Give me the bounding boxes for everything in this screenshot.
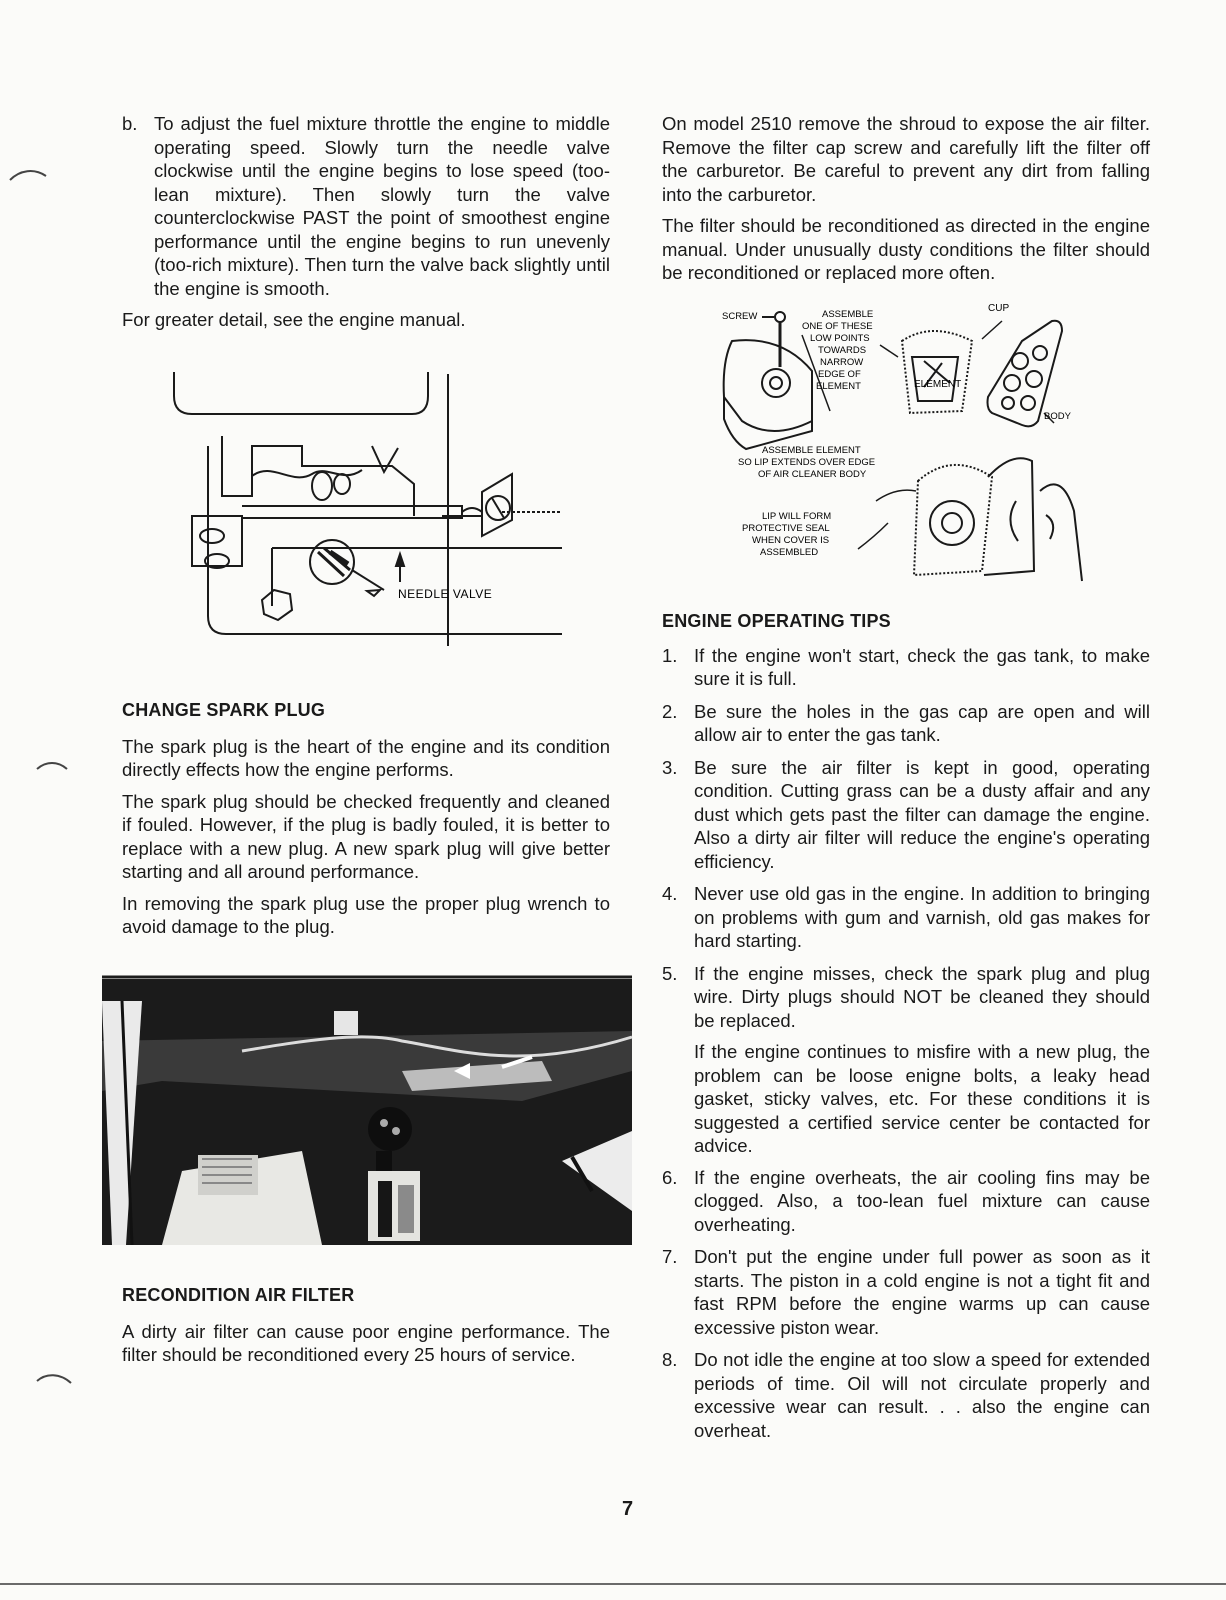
tip-number: 8. (662, 1349, 678, 1370)
tip-number: 6. (662, 1166, 678, 1188)
tip-item (662, 756, 1150, 874)
assemble-label-line-7: ELEMENT (816, 380, 861, 392)
tip-number: 2. (662, 700, 678, 722)
carburetor-diagram (122, 366, 610, 656)
body-label: BODY (1044, 410, 1071, 422)
assemble-label-line-4: TOWARDS (818, 344, 867, 356)
tip-item (662, 1348, 1150, 1442)
tip-text: Be sure the air filter is kept in good, operating condition. Cutting grass can be a dusty affair and any dust which gets past the filter can damage the engine. Also a dirty air filter will reduce the engine's operating efficiency. (694, 756, 1150, 872)
margin-mark-bottom (34, 1367, 74, 1391)
element-label: ELEMENT (914, 378, 962, 390)
instruction-item-b (122, 112, 610, 300)
tip-number: 3. (662, 756, 678, 778)
tip-text: If the engine misses, check the spark plug and plug wire. Dirty plugs should NOT be cleaned they should be replaced. (694, 962, 1150, 1031)
tip-text: Be sure the holes in the gas cap are open and will allow air to enter the gas tank. (694, 700, 1150, 745)
filter-recondition-paragraph: The filter should be reconditioned as directed in the engine manual. Under unusually dusty conditions the filter should be reconditioned or replaced more often. (662, 215, 1150, 283)
tip-text: If the engine won't start, check the gas tank, to make sure it is full. (694, 644, 1150, 689)
margin-mark-middle (34, 755, 70, 779)
assemble-label-line-1: ASSEMBLE (822, 308, 874, 320)
tip-text: If the engine overheats, the air cooling fins may be clogged. Also, a too-lean fuel mixture can cause overheating. (694, 1166, 1150, 1235)
engine-operating-tips-heading: ENGINE OPERATING TIPS (662, 610, 891, 631)
lip-label-line-2: SO LIP EXTENDS OVER EDGE (738, 456, 876, 468)
assemble-label-line-3: LOW POINTS (810, 332, 870, 344)
assemble-label-line-6: EDGE OF (818, 368, 861, 380)
tip-item (662, 1245, 1150, 1339)
page-number: 7 (622, 1498, 634, 1520)
air-filter-diagram (662, 301, 1150, 591)
tip-number: 7. (662, 1246, 678, 1267)
spark-plug-paragraph-2: The spark plug should be checked frequently and cleaned if fouled. However, if the plug is badly fouled, it is better to replace with a new plug. A new spark plug will give better starting and all around performance. (122, 790, 610, 882)
engine-manual-note: For greater detail, see the engine manual. (122, 309, 466, 330)
assemble-label-line-5: NARROW (820, 356, 864, 368)
seal-label-line-2: PROTECTIVE SEAL (742, 522, 830, 534)
bottom-rule (0, 1583, 1226, 1585)
recondition-air-filter-heading: RECONDITION AIR FILTER (122, 1284, 355, 1305)
tip-item (662, 882, 1150, 953)
tip-text: Don't put the engine under full power as soon as it starts. The piston in a cold engine is not a tight fit and fast RPM before the engine warms up can cause excessive piston wear. (694, 1246, 1150, 1338)
model-2510-paragraph: On model 2510 remove the shroud to expose the air filter. Remove the filter cap screw and carefully lift the filter off the carburetor. Be careful to prevent any dirt from falling into the carburetor. (662, 113, 1150, 205)
tip-item (662, 1166, 1150, 1237)
seal-label-line-4: ASSEMBLED (760, 546, 819, 558)
tip-text: Do not idle the engine at too slow a speed for extended periods of time. Oil will not circulate properly and excessive wear can result. . . also the engine can overheat. (694, 1349, 1150, 1441)
seal-label-line-3: WHEN COVER IS (752, 534, 830, 546)
assemble-label-line-2: ONE OF THESE (802, 320, 873, 332)
tip-number: 5. (662, 962, 678, 984)
change-spark-plug-heading: CHANGE SPARK PLUG (122, 699, 326, 720)
tip-item (662, 962, 1150, 1033)
tip-item (662, 644, 1150, 691)
tip-number: 1. (662, 644, 678, 666)
tip-item (662, 700, 1150, 747)
needle-valve-label: NEEDLE VALVE (398, 586, 493, 601)
tip-5-continuation: If the engine continues to misfire with a new plug, the problem can be loose enigne bolts, a leaky head gasket, sticky valves, etc. For these conditions it is suggested a certified service center be contacted for advice. (694, 1041, 1150, 1156)
left-column (122, 112, 610, 1367)
tip-number: 4. (662, 883, 678, 904)
tip-text: Never use old gas in the engine. In addition to bringing on problems with gum and varnish, old gas makes for hard starting. (694, 883, 1150, 951)
item-text: To adjust the fuel mixture throttle the engine to middle operating speed. Slowly turn the needle valve clockwise until the engine begins to lose speed (too-lean mixture). Then slowly turn the valve counterclockwise PAST the point of smoothest engine performance until the engine begins to run unevenly (too-rich mixture). Then turn the valve back slightly until the engine is smooth. (154, 113, 610, 299)
air-filter-paragraph: A dirty air filter can cause poor engine performance. The filter should be reconditioned every 25 hours of service. (122, 1320, 610, 1365)
margin-mark-top (6, 160, 50, 190)
spark-plug-paragraph-1: The spark plug is the heart of the engine and its condition directly effects how the engine performs. (122, 735, 610, 780)
item-marker: b. (122, 113, 138, 134)
cup-label: CUP (988, 302, 1010, 314)
lip-label-line-1: ASSEMBLE ELEMENT (762, 444, 861, 456)
lip-label-line-3: OF AIR CLEANER BODY (758, 468, 867, 480)
spark-plug-paragraph-3: In removing the spark plug use the proper plug wrench to avoid damage to the plug. (122, 892, 610, 937)
right-column (662, 112, 1150, 1451)
spark-plug-photo (102, 971, 642, 1245)
seal-label-line-1: LIP WILL FORM (762, 510, 832, 522)
screw-label: SCREW (722, 310, 758, 322)
